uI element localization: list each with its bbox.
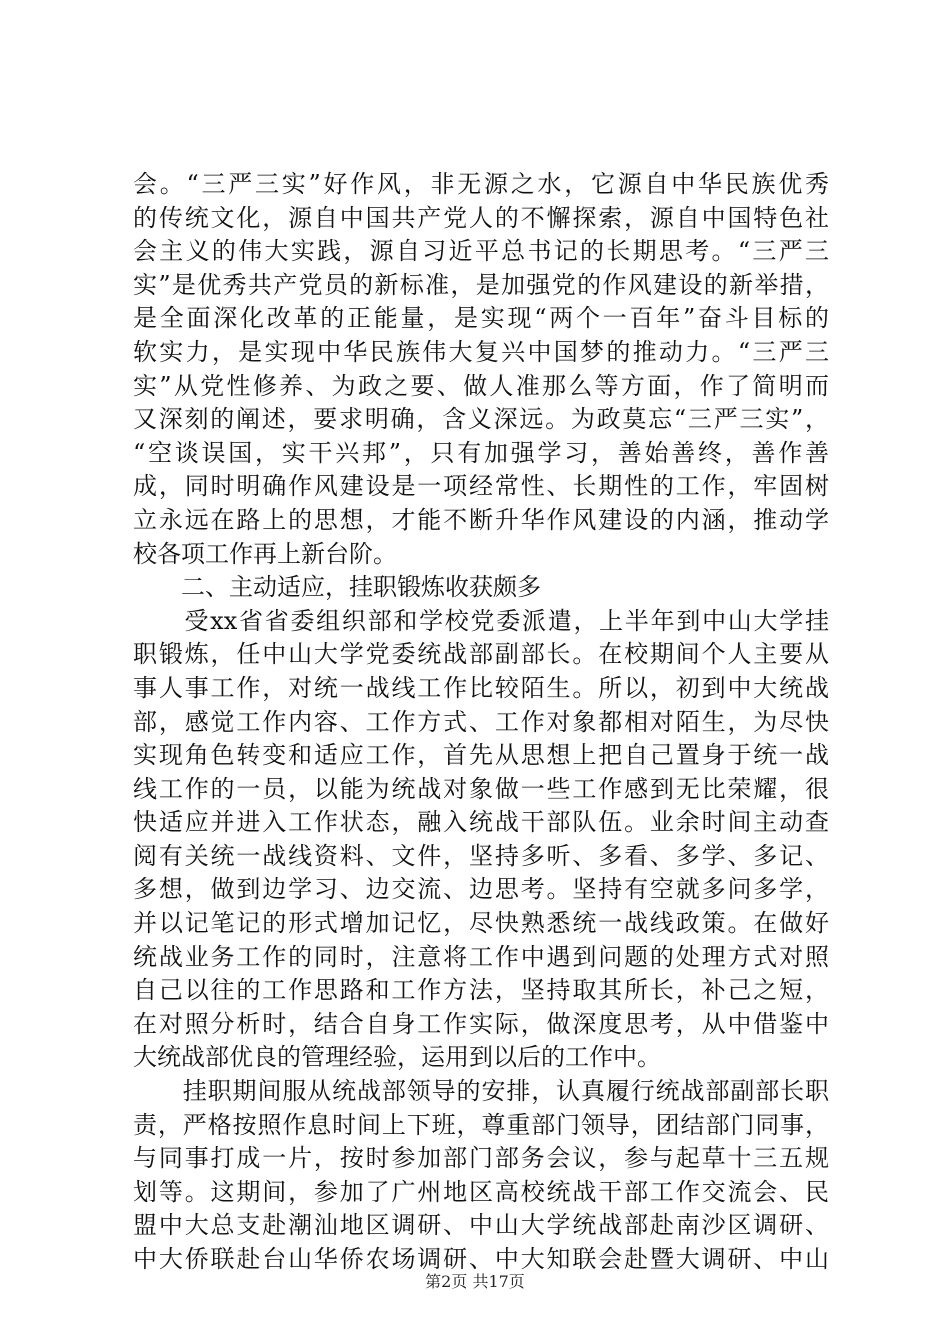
text-line: 自己以往的工作思路和工作方法，坚持取其所长，补己之短， (133, 976, 829, 1005)
text-line: 立永远在路上的思想，才能不断升华作风建设的内涵，推动学 (133, 505, 829, 534)
text-line: 快适应并进入工作状态，融入统战干部队伍。业余时间主动查 (133, 808, 829, 837)
section-heading: 二、主动适应，挂职锻炼收获颇多 (133, 573, 541, 602)
text-line: 统战业务工作的同时，注意将工作中遇到问题的处理方式对照 (133, 942, 829, 971)
text-line: 实”是优秀共产党员的新标准，是加强党的作风建设的新举措， (133, 270, 829, 299)
text-line: 中大侨联赴台山华侨农场调研、中大知联会赴暨大调研、中山 (133, 1245, 829, 1273)
body-text (133, 168, 829, 1277)
text-line: 又深刻的阐述，要求明确，含义深远。为政莫忘“三严三实”， (133, 405, 829, 434)
text-line: 校各项工作再上新台阶。 (133, 539, 397, 568)
text-line: 实现角色转变和适应工作，首先从思想上把自己置身于统一战 (133, 741, 829, 770)
text-line: “空谈误国，实干兴邦”，只有加强学习，善始善终，善作善 (133, 438, 829, 467)
text-line: 与同事打成一片，按时参加部门部务会议，参与起草十三五规 (133, 1144, 829, 1173)
text-line: 成，同时明确作风建设是一项经常性、长期性的工作，牢固树 (133, 472, 829, 501)
page-footer: 第2页 共17页 (425, 1272, 525, 1291)
text-line: 大统战部优良的管理经验，运用到以后的工作中。 (133, 1043, 661, 1072)
text-line: 事人事工作，对统一战线工作比较陌生。所以，初到中大统战 (133, 673, 829, 702)
text-line: 挂职期间服从统战部领导的安排，认真履行统战部副部长职 (133, 1077, 829, 1106)
text-line: 会。“三严三实”好作风，非无源之水，它源自中华民族优秀 (133, 170, 829, 198)
text-line: 是全面深化改革的正能量，是实现“两个一百年”奋斗目标的 (133, 304, 829, 333)
text-line: 受xx省省委组织部和学校党委派遣，上半年到中山大学挂 (133, 606, 829, 635)
text-line: 划等。这期间，参加了广州地区高校统战干部工作交流会、民 (133, 1177, 829, 1206)
text-line: 实”从党性修养、为政之要、做人准那么等方面，作了简明而 (133, 371, 829, 400)
text-line: 的传统文化，源自中国共产党人的不懈探索，源自中国特色社 (133, 203, 829, 232)
text-line: 盟中大总支赴潮汕地区调研、中山大学统战部赴南沙区调研、 (133, 1211, 829, 1240)
text-line: 并以记笔记的形式增加记忆，尽快熟悉统一战线政策。在做好 (133, 909, 829, 938)
text-line: 阅有关统一战线资料、文件，坚持多听、多看、多学、多记、 (133, 841, 829, 870)
text-line: 职锻炼，任中山大学党委统战部副部长。在校期间个人主要从 (133, 640, 829, 669)
text-line: 部，感觉工作内容、工作方式、工作对象都相对陌生，为尽快 (133, 707, 829, 736)
text-line: 线工作的一员，以能为统战对象做一些工作感到无比荣耀，很 (133, 774, 829, 803)
text-line: 会主义的伟大实践，源自习近平总书记的长期思考。“三严三 (133, 237, 829, 266)
text-line: 责，严格按照作息时间上下班，尊重部门领导，团结部门同事， (133, 1110, 829, 1139)
text-line: 多想，做到边学习、边交流、边思考。坚持有空就多问多学， (133, 875, 829, 904)
text-line: 软实力，是实现中华民族伟大复兴中国梦的推动力。“三严三 (133, 337, 829, 366)
text-line: 在对照分析时，结合自身工作实际，做深度思考，从中借鉴中 (133, 1009, 829, 1038)
